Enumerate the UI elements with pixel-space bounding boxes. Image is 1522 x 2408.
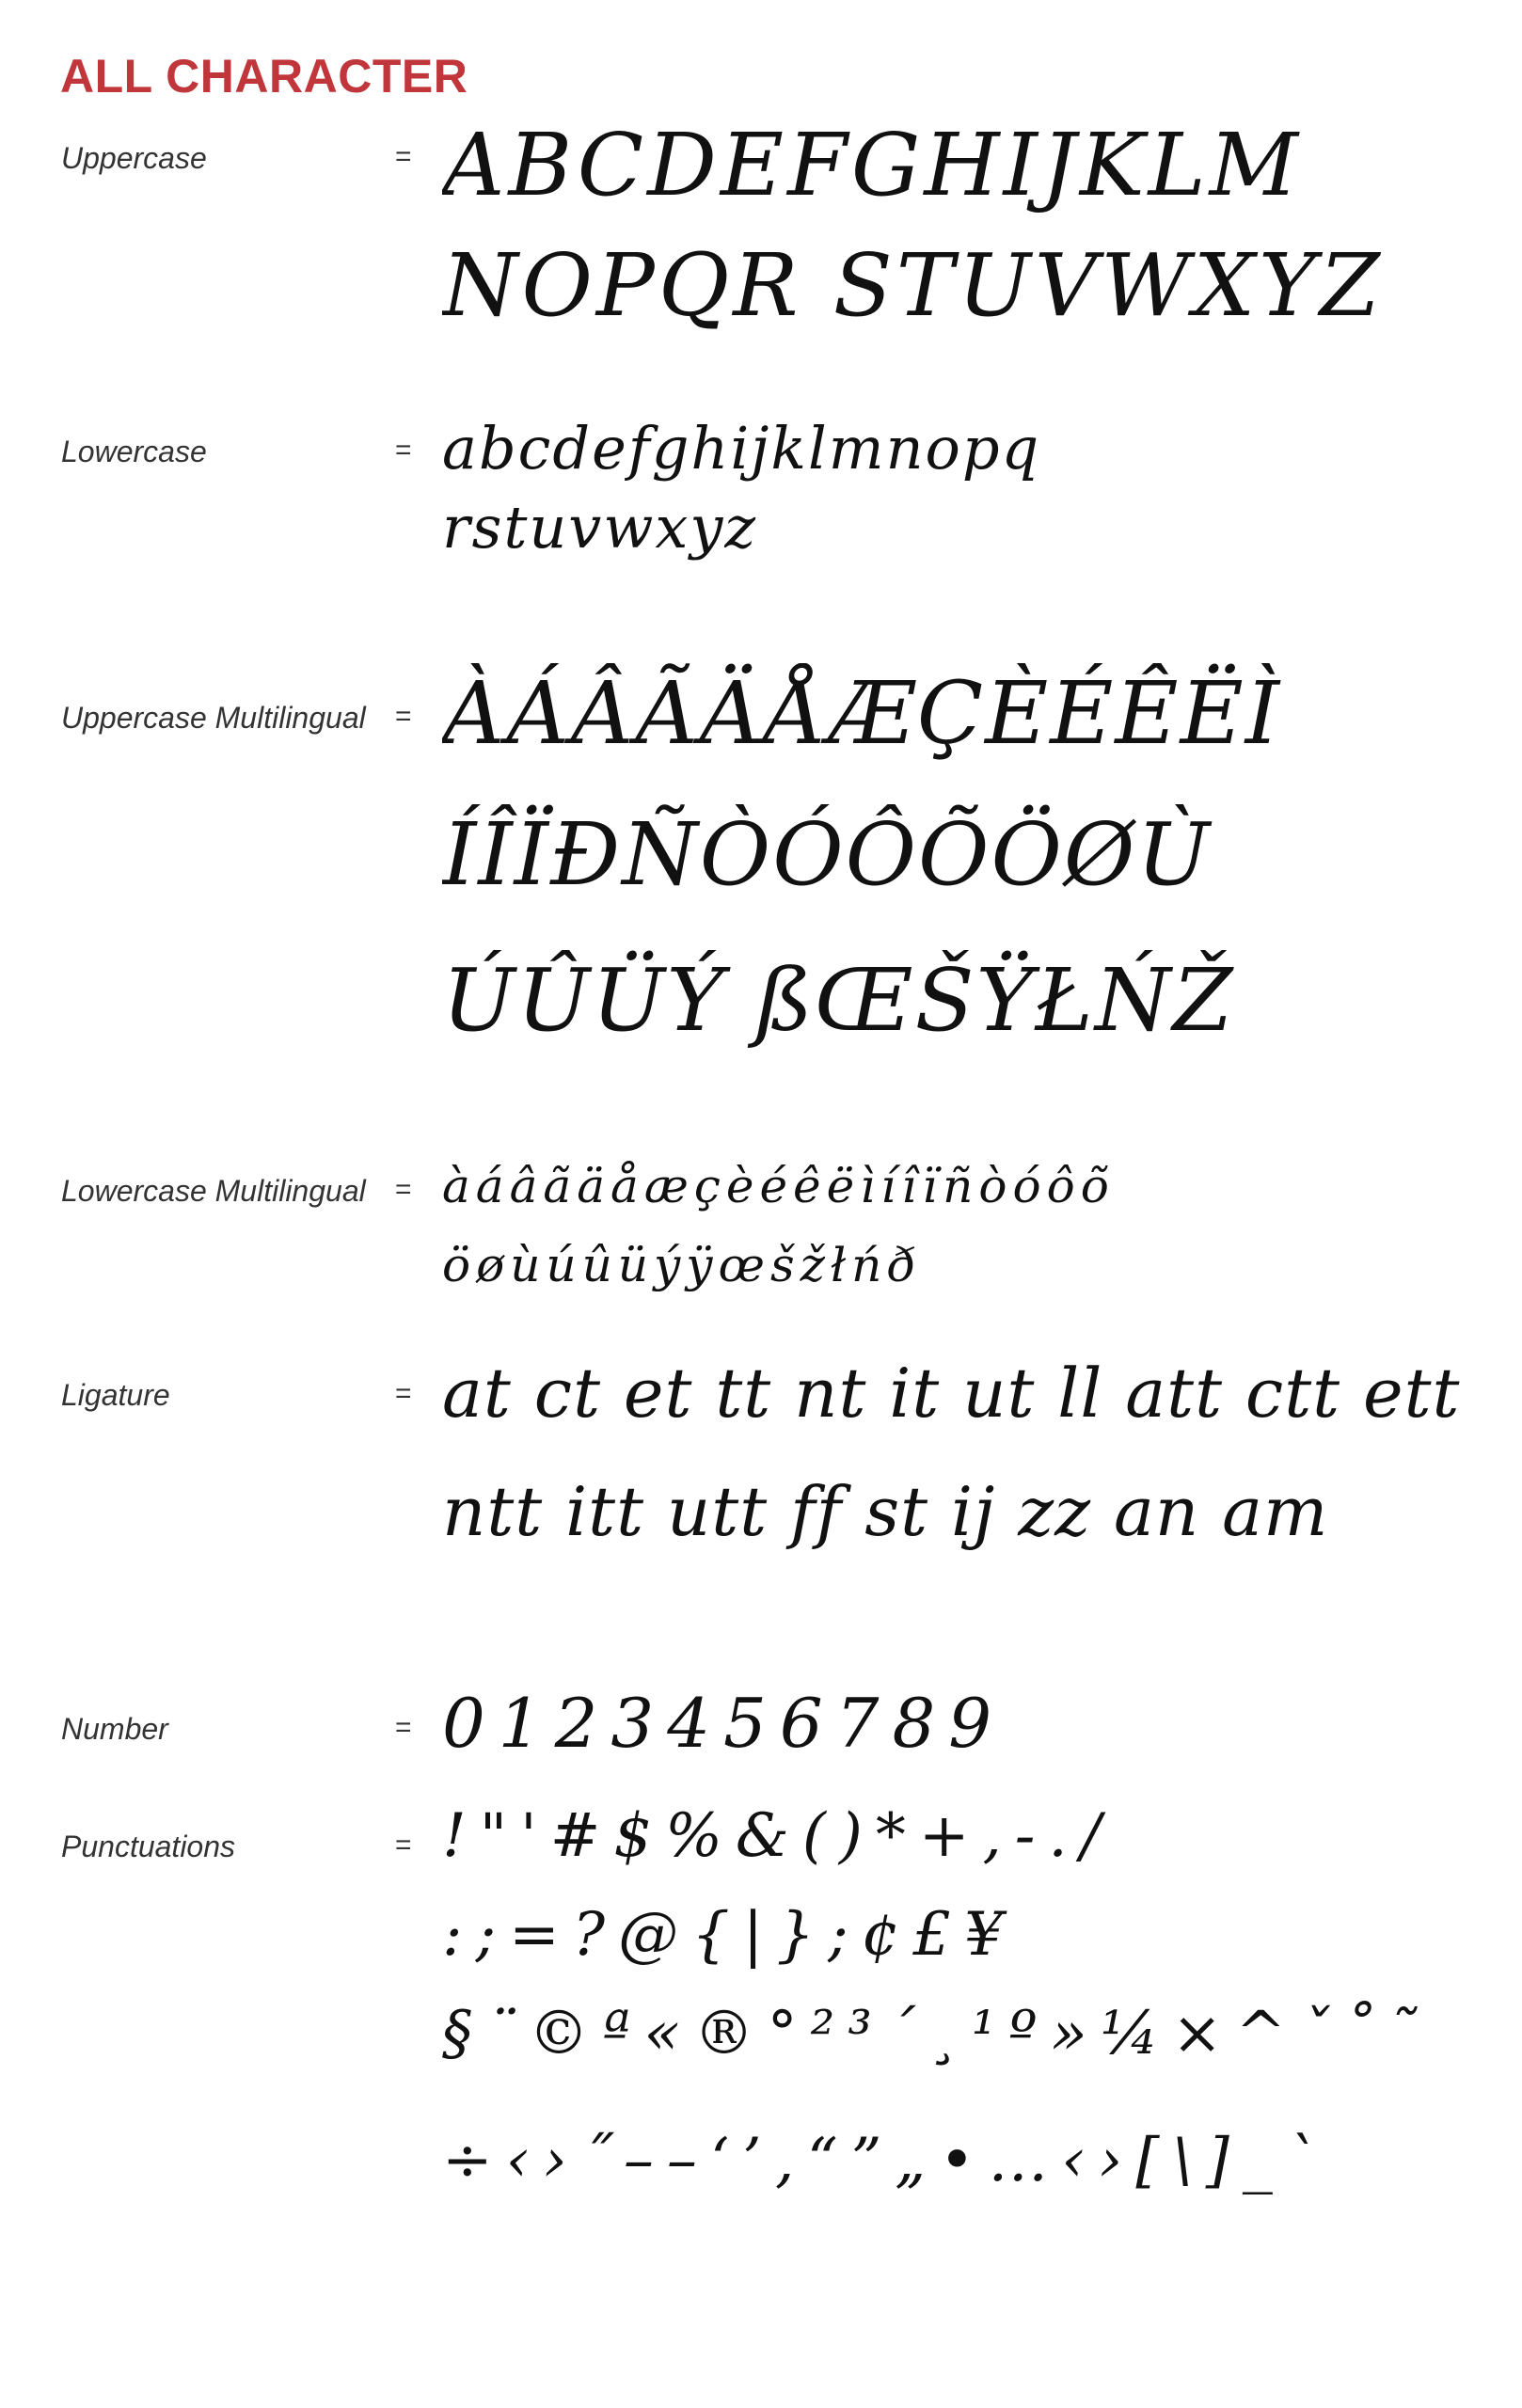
glyph-line: ÚÛÜÝ ßŒŠŸŁŃŽ bbox=[442, 950, 1235, 1051]
glyph-line: öøùúûüýÿœšžłńð bbox=[442, 1238, 922, 1292]
glyph-line: abcdefghijklmnopq bbox=[442, 414, 1041, 483]
glyph-line: §¨©ª«®°²³´¸¹º»¼×^ˇ˚˜ bbox=[442, 1999, 1430, 2068]
equals-sign: = bbox=[395, 701, 412, 732]
equals-sign: = bbox=[395, 1378, 412, 1409]
section-label: Uppercase Multilingual bbox=[61, 701, 366, 735]
glyph-line: 0123456789 bbox=[442, 1684, 1006, 1763]
equals-sign: = bbox=[395, 1830, 412, 1861]
page-title: ALL CHARACTER bbox=[60, 50, 468, 103]
glyph-line: ntt itt utt ff st ij zz an am bbox=[442, 1472, 1329, 1551]
glyph-line: ÀÁÂÃÄÅÆÇÈÉÊËÌ bbox=[442, 663, 1282, 764]
glyph-line: :;=?@{|};¢£¥ bbox=[442, 1900, 1016, 1970]
glyph-line: ÷‹›˝––‘’‚“”„•…‹›[\]_` bbox=[442, 2126, 1329, 2195]
section-label: Lowercase bbox=[61, 435, 207, 468]
section-label: Number bbox=[61, 1712, 168, 1746]
glyph-line: rstuvwxyz bbox=[442, 493, 758, 562]
section-label: Ligature bbox=[61, 1378, 170, 1412]
glyph-line: at ct et tt nt it ut ll att ctt ett bbox=[442, 1354, 1461, 1433]
glyph-line: ABCDEFGHIJKLM bbox=[442, 115, 1302, 215]
glyph-line: àáâãäåæçèéêëìíîïñòóôõ bbox=[442, 1159, 1115, 1213]
equals-sign: = bbox=[395, 1712, 412, 1743]
section-label: Punctuations bbox=[61, 1830, 236, 1863]
equals-sign: = bbox=[395, 1174, 412, 1205]
glyph-line: ÍÎÏÐÑÒÓÔÕÖØÙ bbox=[442, 804, 1212, 905]
equals-sign: = bbox=[395, 141, 412, 172]
equals-sign: = bbox=[395, 435, 412, 466]
glyph-line: NOPQR STUVWXYZ bbox=[442, 235, 1384, 336]
glyph-line: !"'#$%&()*+,-./ bbox=[442, 1801, 1115, 1871]
section-label: Uppercase bbox=[61, 141, 207, 175]
section-label: Lowercase Multilingual bbox=[61, 1174, 366, 1208]
